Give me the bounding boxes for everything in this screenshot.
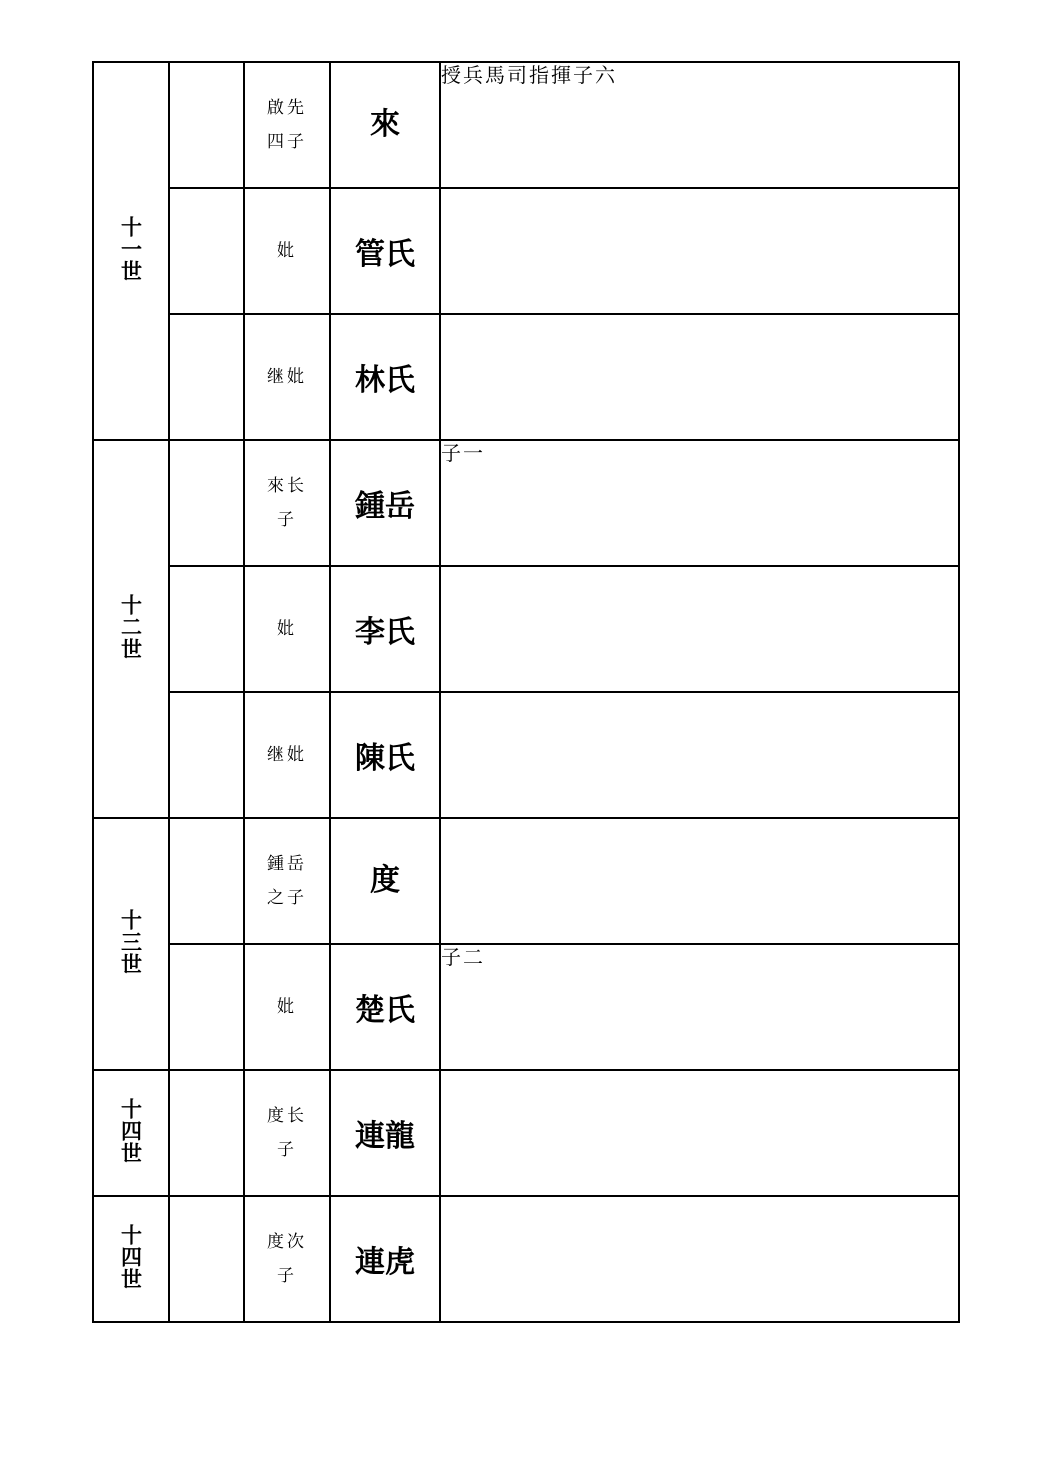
- generation-cell: [93, 818, 169, 1070]
- person-name: 李氏: [330, 566, 440, 692]
- table-row: [93, 1196, 959, 1322]
- relation-cell: [244, 944, 330, 1070]
- generation-label: 十四世: [118, 1098, 144, 1164]
- note-cell: [440, 314, 959, 440]
- note-cell: [440, 1196, 959, 1322]
- table-row: [93, 566, 959, 692]
- blank-cell: [169, 440, 244, 566]
- blank-cell: [169, 314, 244, 440]
- note-cell: [440, 566, 959, 692]
- table-row: [93, 692, 959, 818]
- relation-label: 來长子: [267, 476, 307, 530]
- generation-label: 十三世: [118, 909, 144, 975]
- blank-cell: [169, 1070, 244, 1196]
- person-name: 楚氏: [330, 944, 440, 1070]
- genealogy-table: [92, 61, 960, 1323]
- note-cell: 授兵馬司指揮子六: [440, 62, 959, 188]
- generation-cell: [93, 62, 169, 440]
- relation-cell: [244, 1070, 330, 1196]
- generation-cell: [93, 1196, 169, 1322]
- relation-label: 度长子: [267, 1106, 307, 1160]
- blank-cell: [169, 188, 244, 314]
- relation-label: 妣: [277, 997, 297, 1017]
- relation-cell: [244, 62, 330, 188]
- table-row: [93, 1070, 959, 1196]
- relation-label: 妣: [277, 241, 297, 261]
- relation-label: 继妣: [267, 745, 307, 765]
- table-row: [93, 62, 959, 188]
- relation-cell: [244, 692, 330, 818]
- generation-cell: [93, 440, 169, 818]
- person-name: 管氏: [330, 188, 440, 314]
- table-row: [93, 818, 959, 944]
- generation-label: 十一世: [118, 216, 144, 282]
- relation-label: 啟先四子: [267, 98, 307, 152]
- table-row: [93, 314, 959, 440]
- relation-cell: [244, 440, 330, 566]
- blank-cell: [169, 818, 244, 944]
- note-cell: [440, 188, 959, 314]
- generation-cell: [93, 1070, 169, 1196]
- person-name: 陳氏: [330, 692, 440, 818]
- table-row: [93, 188, 959, 314]
- person-name: 連虎: [330, 1196, 440, 1322]
- relation-label: 度次子: [267, 1232, 307, 1286]
- generation-label: 十二世: [118, 594, 144, 660]
- table-row: [93, 440, 959, 566]
- relation-label: 鍾岳之子: [267, 854, 307, 908]
- relation-cell: [244, 818, 330, 944]
- table-row: [93, 944, 959, 1070]
- note-cell: 子一: [440, 440, 959, 566]
- person-name: 連龍: [330, 1070, 440, 1196]
- note-cell: [440, 1070, 959, 1196]
- person-name: 鍾岳: [330, 440, 440, 566]
- blank-cell: [169, 944, 244, 1070]
- note-cell: 子二: [440, 944, 959, 1070]
- note-cell: [440, 692, 959, 818]
- relation-label: 妣: [277, 619, 297, 639]
- relation-cell: [244, 1196, 330, 1322]
- generation-label: 十四世: [118, 1224, 144, 1290]
- blank-cell: [169, 1196, 244, 1322]
- note-cell: [440, 818, 959, 944]
- blank-cell: [169, 692, 244, 818]
- blank-cell: [169, 62, 244, 188]
- person-name: 林氏: [330, 314, 440, 440]
- person-name: 度: [330, 818, 440, 944]
- blank-cell: [169, 566, 244, 692]
- relation-cell: [244, 188, 330, 314]
- relation-cell: [244, 314, 330, 440]
- person-name: 來: [330, 62, 440, 188]
- relation-label: 继妣: [267, 367, 307, 387]
- relation-cell: [244, 566, 330, 692]
